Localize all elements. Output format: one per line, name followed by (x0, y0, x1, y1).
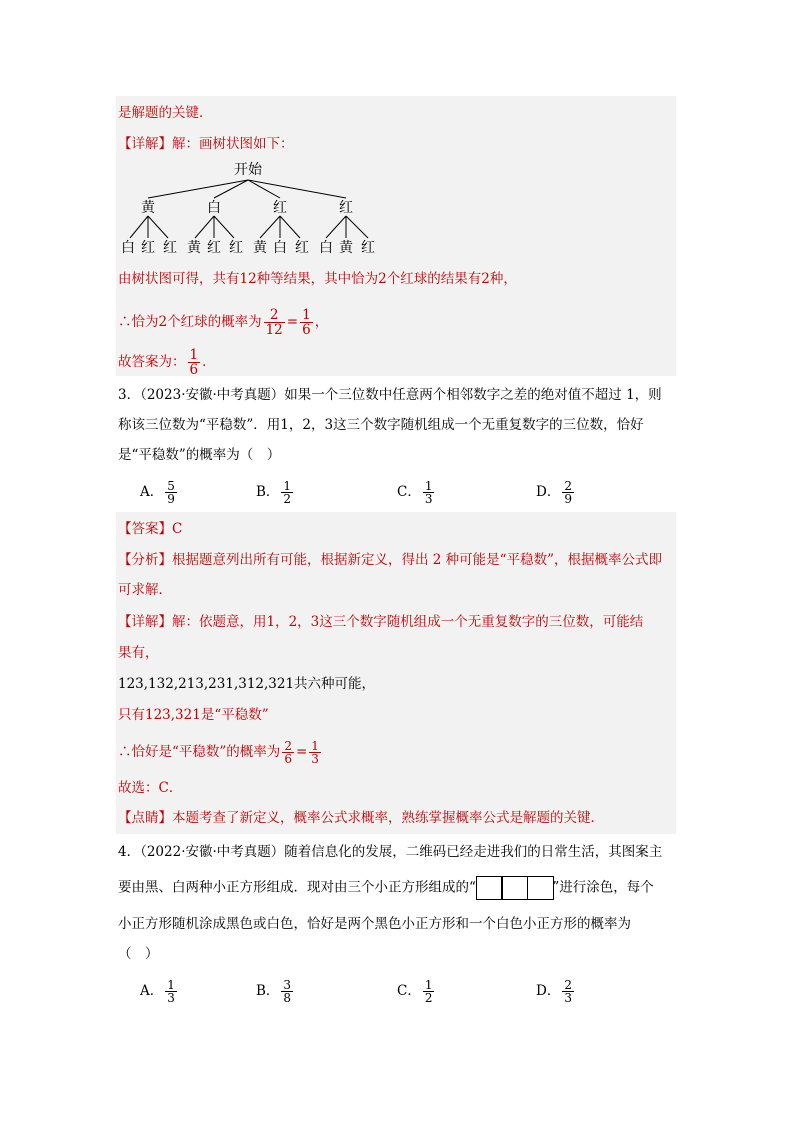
tree-node-l2: 红 (163, 240, 177, 256)
answer-suffix: ． (202, 354, 216, 370)
fraction-den: 9 (564, 492, 572, 506)
fraction (165, 979, 177, 1004)
detail-tag: 【详解】 (118, 614, 172, 630)
detail-text: 解：画树状图如下： (172, 136, 294, 152)
tree-node-l1: 白 (207, 200, 221, 216)
fraction-den: 6 (302, 322, 311, 338)
answer-tag: 【答案】 (118, 521, 172, 537)
fraction-num: 2 (264, 308, 285, 323)
fraction (562, 480, 574, 505)
numbers-line: 123,132,213,231,312,321共六种可能， (118, 676, 376, 692)
fraction-num: 5 (167, 479, 175, 493)
fraction-num: 3 (283, 978, 292, 992)
tree-node-l2: 黄 (339, 240, 353, 256)
fraction (264, 308, 285, 337)
option-label: D． (536, 983, 561, 999)
comment-line (118, 808, 604, 828)
tree-node-l1: 红 (339, 200, 353, 216)
option-label: A． (140, 484, 164, 500)
tree-node-l2: 红 (295, 240, 309, 256)
tree-node-l2: 黄 (253, 240, 267, 256)
comment-tag: 【点睛】 (118, 810, 172, 826)
detail-line-2: 果有， (118, 645, 159, 661)
detail-tag: 【详解】 (118, 136, 172, 152)
option-label: D． (536, 484, 561, 500)
tree-node-l2: 红 (141, 240, 155, 256)
fraction-num: 2 (564, 978, 572, 992)
choose-line: 故选：C． (118, 780, 183, 796)
tree-node-l2: 白 (319, 240, 333, 256)
option-label: C． (397, 983, 421, 999)
option-label: A． (140, 983, 164, 999)
option-a[interactable] (140, 480, 179, 505)
equals-sign: = (286, 314, 299, 330)
fraction (423, 979, 435, 1004)
detail-text: 解：依题意，用1，2，3这三个数字随机组成一个无重复数字的三位数，可能结 (172, 614, 644, 630)
question-4-line-3: 小正方形随机涂成黑色或白色，恰好是两个黑色小正方形和一个白色小正方形的概率为 (118, 916, 631, 932)
question-4-line-1: 4．（2022·安徽·中考真题）随着信息化的发展，二维码已经走进我们的日常生活，其图案主 (118, 844, 663, 860)
analysis-line-1 (118, 550, 662, 570)
option-label: B． (256, 484, 280, 500)
option-a[interactable] (140, 979, 179, 1004)
fraction-den: 6 (284, 752, 292, 766)
fraction-den: 9 (167, 492, 175, 506)
option-label: B． (256, 983, 280, 999)
answer-prefix: 故答案为： (118, 354, 186, 370)
fraction (282, 740, 294, 765)
answer-value: C (172, 521, 183, 537)
question-4-line-4: （ ） (118, 946, 159, 962)
fraction (281, 480, 293, 505)
square (527, 876, 554, 900)
option-b[interactable] (256, 480, 295, 505)
tree-node-l2: 白 (121, 240, 135, 256)
fraction-den: 3 (424, 492, 433, 506)
tree-diagram (120, 160, 378, 260)
line-part: 要由黑、白两种小正方形组成．现对由三个小正方形组成的“ (118, 879, 476, 896)
fraction (562, 979, 574, 1004)
answer-line (118, 519, 182, 539)
probability-line (118, 740, 323, 765)
tree-node-l2: 白 (273, 240, 287, 256)
comment-text: 本题考查了新定义，概率公式求概率，熟练掌握概率公式是解题的关键． (172, 810, 604, 826)
fraction-num: 2 (284, 739, 292, 753)
tree-node-l2: 红 (207, 240, 221, 256)
prob-prefix: ∴恰为2个红球的概率为 (118, 314, 262, 330)
fraction-num: 2 (564, 479, 572, 493)
question-3-line-1: 3．（2023·安徽·中考真题）如果一个三位数中任意两个相邻数字之差的绝对值不超过 1，则 (118, 387, 662, 403)
option-label: C． (397, 484, 421, 500)
tree-node-l2: 红 (229, 240, 243, 256)
option-b[interactable] (256, 979, 295, 1004)
tree-root: 开始 (234, 162, 262, 178)
fraction (281, 979, 293, 1004)
three-squares-figure (476, 876, 553, 900)
square (501, 876, 528, 900)
question-4-line-2 (118, 876, 654, 900)
fraction (300, 308, 313, 337)
fraction-num: 1 (424, 479, 433, 493)
fraction-num: 1 (167, 978, 175, 992)
tree-node-l2: 红 (361, 240, 375, 256)
detail-line-1 (118, 612, 643, 632)
fraction-den: 3 (564, 991, 572, 1005)
text-line: 是解题的关键． (118, 105, 213, 121)
tree-node-l1: 红 (273, 200, 287, 216)
line-part: ”进行涂色，每个 (552, 879, 654, 896)
answer-line (118, 348, 216, 377)
fraction-den: 6 (189, 362, 199, 378)
fraction-num: 1 (302, 307, 311, 323)
analysis-line-2: 可求解． (118, 582, 172, 598)
analysis-tag: 【分析】 (118, 552, 172, 568)
tree-node-l1: 黄 (141, 200, 155, 216)
detail-line (118, 134, 294, 154)
square (476, 876, 503, 900)
equals-sign: = (295, 744, 308, 760)
option-d[interactable] (536, 480, 576, 505)
prob-prefix: ∴恰好是“平稳数”的概率为 (118, 744, 281, 760)
prob-suffix: ， (314, 314, 329, 330)
fraction-num: 1 (189, 347, 199, 363)
fraction-num: 1 (283, 479, 292, 493)
option-c[interactable] (397, 480, 436, 505)
question-3-line-3: 是“平稳数”的概率为（ ） (118, 447, 281, 463)
only-line: 只有123,321是“平稳数” (118, 707, 269, 723)
fraction (188, 348, 201, 377)
fraction (423, 480, 435, 505)
fraction-den: 2 (283, 492, 292, 506)
option-c[interactable] (397, 979, 436, 1004)
fraction (309, 740, 321, 765)
question-3-line-2: 称该三位数为“平稳数”．用1，2，3这三个数字随机组成一个无重复数字的三位数，恰好 (118, 417, 644, 433)
analysis-text: 根据题意列出所有可能，根据新定义，得出 2 种可能是“平稳数”，根据概率公式即 (172, 552, 662, 568)
result-line: 由树状图可得，共有12种等结果，其中恰为2个红球的结果有2种， (118, 271, 517, 287)
fraction-den: 3 (167, 991, 175, 1005)
option-d[interactable] (536, 979, 576, 1004)
tree-node-l2: 黄 (187, 240, 201, 256)
probability-line (118, 308, 328, 337)
fraction-den: 8 (283, 991, 292, 1005)
fraction-num: 1 (424, 978, 433, 992)
fraction-den: 12 (265, 322, 283, 338)
fraction-den: 3 (311, 752, 319, 766)
fraction (165, 480, 177, 505)
fraction-num: 1 (311, 739, 319, 753)
fraction-den: 2 (424, 991, 433, 1005)
